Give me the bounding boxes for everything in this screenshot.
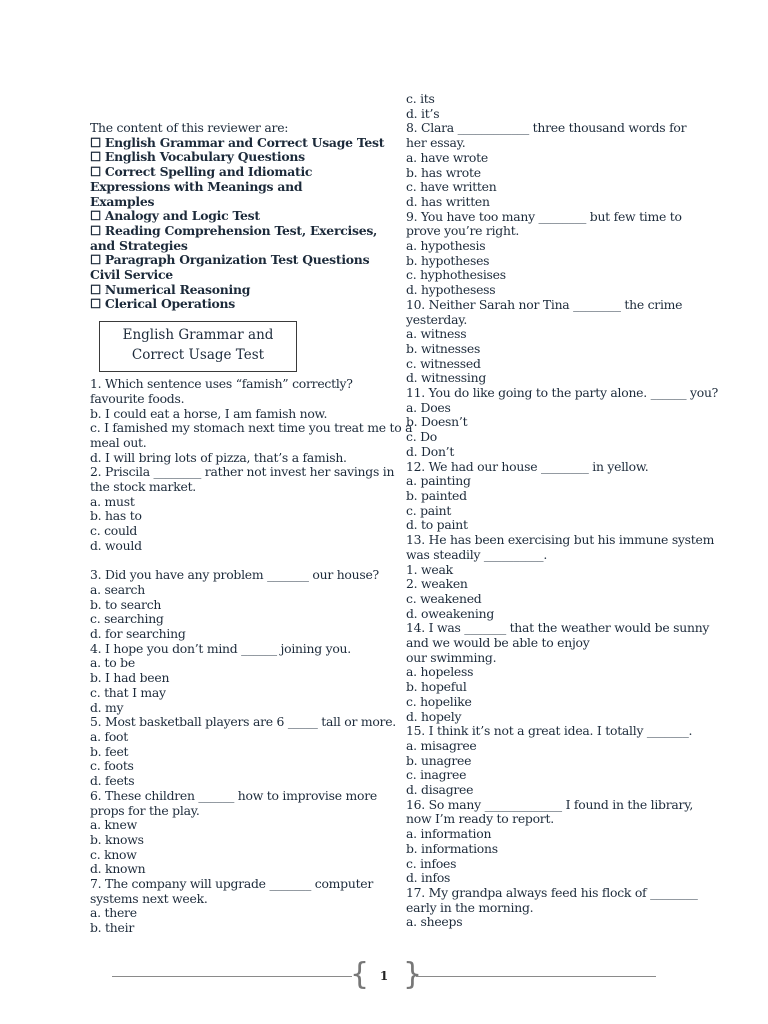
question-line: c. I famished my stomach next time you treat me to a	[90, 420, 413, 436]
question-line: c. infoes	[406, 855, 457, 871]
question-line: d. my	[90, 699, 124, 715]
question-line: 6. These children ______ how to improvise more	[90, 787, 377, 803]
question-line: d. Don’t	[406, 443, 455, 459]
question-line: b. painted	[406, 487, 467, 503]
question-line: b. Doesn’t	[406, 414, 468, 430]
question-line: c. foots	[90, 758, 134, 774]
question-line: a. to be	[90, 655, 135, 671]
question-line: d. known	[90, 861, 146, 877]
question-line: 5. Most basketball players are 6 _____ tall or more.	[90, 714, 396, 730]
question-line: d. hopely	[406, 708, 462, 724]
content-list-line: ☐ Reading Comprehension Test, Exercises,	[90, 222, 378, 238]
question-line: c. paint	[406, 502, 452, 518]
question-line: early in the morning.	[406, 899, 534, 915]
question-line: b. informations	[406, 840, 498, 856]
content-list-line: ☐ Paragraph Organization Test Questions	[90, 252, 370, 268]
question-line: 2. weaken	[406, 576, 468, 592]
question-line: 14. I was _______ that the weather would be sunny	[406, 620, 710, 636]
question-line: 15. I think it’s not a great idea. I totally _______.	[406, 723, 693, 739]
question-line: d. for searching	[90, 626, 186, 642]
question-line: a. information	[406, 826, 492, 842]
content-list-line: and Strategies	[90, 237, 188, 253]
content-list-line: Examples	[90, 193, 155, 209]
section-title-box	[99, 321, 297, 372]
question-line: meal out.	[90, 434, 147, 450]
question-line: b. knows	[90, 831, 144, 847]
content-list-line: The content of this reviewer are:	[90, 120, 289, 135]
question-line: a. hopeless	[406, 664, 474, 680]
section-title-line-1: English Grammar and	[122, 327, 274, 344]
question-line: 1. weak	[406, 561, 453, 577]
question-line: d. I will bring lots of pizza, that’s a famish.	[90, 449, 347, 465]
question-line: prove you’re right.	[406, 223, 520, 239]
question-line: b. their	[90, 920, 134, 936]
question-line: c. weakened	[406, 590, 482, 606]
question-line: c. its	[406, 91, 435, 106]
content-list-line: Civil Service	[90, 267, 173, 283]
question-line: our swimming.	[406, 649, 497, 665]
content-list-line: ☐ English Vocabulary Questions	[90, 149, 305, 165]
question-line: c. have written	[406, 179, 497, 195]
question-line: a. sheeps	[406, 914, 463, 930]
question-line: d. would	[90, 537, 142, 553]
footer-rule-right	[416, 976, 656, 977]
question-line: a. have wrote	[406, 149, 488, 165]
question-line: props for the play.	[90, 802, 200, 818]
left-column	[90, 0, 413, 936]
question-line: 4. I hope you don’t mind ______ joining you.	[90, 640, 351, 656]
question-line: 11. You do like going to the party alone. ______ you?	[406, 385, 719, 401]
question-line: b. hopeful	[406, 679, 467, 695]
question-line: a. foot	[90, 729, 128, 744]
question-line: 16. So many _____________ I found in the library,	[406, 796, 694, 812]
page-number: 1	[379, 969, 389, 983]
question-line: d. has written	[406, 193, 490, 209]
footer-rule-left	[112, 976, 352, 977]
right-questions	[406, 91, 719, 930]
question-line: b. unagree	[406, 752, 472, 768]
question-line: d. feets	[90, 773, 135, 789]
question-line: favourite foods.	[90, 390, 185, 406]
question-line: d. infos	[406, 870, 451, 886]
question-line: 12. We had our house ________ in yellow.	[406, 458, 649, 474]
question-line: c. hyphothesises	[406, 267, 506, 283]
question-line: a. search	[90, 581, 145, 597]
question-line: c. inagree	[406, 767, 467, 783]
question-line: 9. You have too many ________ but few time to	[406, 208, 682, 224]
content-list-line: ☐ English Grammar and Correct Usage Test	[90, 134, 385, 150]
question-line: 1. Which sentence uses “famish” correctly?	[90, 376, 353, 392]
question-line: was steadily __________.	[406, 546, 548, 562]
question-line: d. witnessing	[406, 370, 487, 386]
question-line: b. I had been	[90, 670, 170, 686]
content-list-line: Expressions with Meanings and	[90, 178, 303, 194]
question-line: yesterday.	[406, 311, 468, 327]
question-line: a. hypothesis	[406, 238, 486, 254]
question-line: now I’m ready to report.	[406, 811, 554, 827]
question-line: a. witness	[406, 326, 467, 342]
question-line: d. to paint	[406, 517, 468, 533]
question-line: d. oweakening	[406, 605, 495, 621]
question-line: 3. Did you have any problem _______ our house?	[90, 567, 379, 583]
question-line: b. hypotheses	[406, 252, 490, 268]
question-line: b. feet	[90, 743, 129, 759]
left-brace-icon: {	[350, 957, 370, 992]
content-list-line: ☐ Correct Spelling and Idiomatic	[90, 164, 313, 180]
question-line: a. must	[90, 493, 135, 509]
content-list-line: ☐ Clerical Operations	[90, 296, 236, 312]
question-line: d. hypothesess	[406, 282, 496, 298]
content-list-line: ☐ Numerical Reasoning	[90, 281, 251, 297]
question-line: her essay.	[406, 135, 466, 151]
question-line: a. misagree	[406, 737, 477, 753]
question-line: c. witnessed	[406, 355, 481, 371]
question-line: systems next week.	[90, 890, 208, 906]
right-brace-icon: }	[403, 957, 423, 992]
question-line: b. has wrote	[406, 164, 481, 180]
question-line: a. Does	[406, 399, 451, 415]
section-title-line-2: Correct Usage Test	[131, 347, 265, 364]
question-line: 2. Priscila ________ rather not invest her savings in	[90, 464, 395, 480]
question-line: 7. The company will upgrade _______ computer	[90, 876, 374, 892]
question-line: b. to search	[90, 596, 162, 612]
content-list-line: ☐ Analogy and Logic Test	[90, 208, 260, 224]
question-line: c. Do	[406, 429, 437, 445]
right-column	[406, 0, 719, 930]
question-line	[90, 554, 383, 569]
question-line: and we would be able to enjoy	[406, 635, 590, 651]
question-line: a. painting	[406, 473, 471, 489]
question-line: a. knew	[90, 817, 137, 833]
question-line: b. I could eat a horse, I am famish now.	[90, 405, 328, 421]
question-line: d. disagree	[406, 782, 474, 798]
question-line: c. hopelike	[406, 693, 472, 709]
question-line: d. it’s	[406, 105, 440, 121]
question-line: c. searching	[90, 611, 164, 627]
question-line: 8. Clara ____________ three thousand words for	[406, 120, 687, 136]
question-line: a. there	[90, 905, 137, 921]
question-line: b. has to	[90, 508, 142, 524]
question-line: b. witnesses	[406, 340, 481, 356]
question-line: c. could	[90, 523, 138, 539]
question-line: c. know	[90, 846, 137, 862]
reviewer-contents-list	[90, 121, 383, 312]
question-line: 10. Neither Sarah nor Tina ________ the crime	[406, 296, 683, 312]
left-questions	[90, 376, 413, 936]
question-line: 17. My grandpa always feed his flock of ________	[406, 884, 698, 900]
question-line: c. that I may	[90, 684, 166, 700]
question-line: the stock market.	[90, 479, 196, 495]
question-line: 13. He has been exercising but his immune system	[406, 532, 715, 548]
